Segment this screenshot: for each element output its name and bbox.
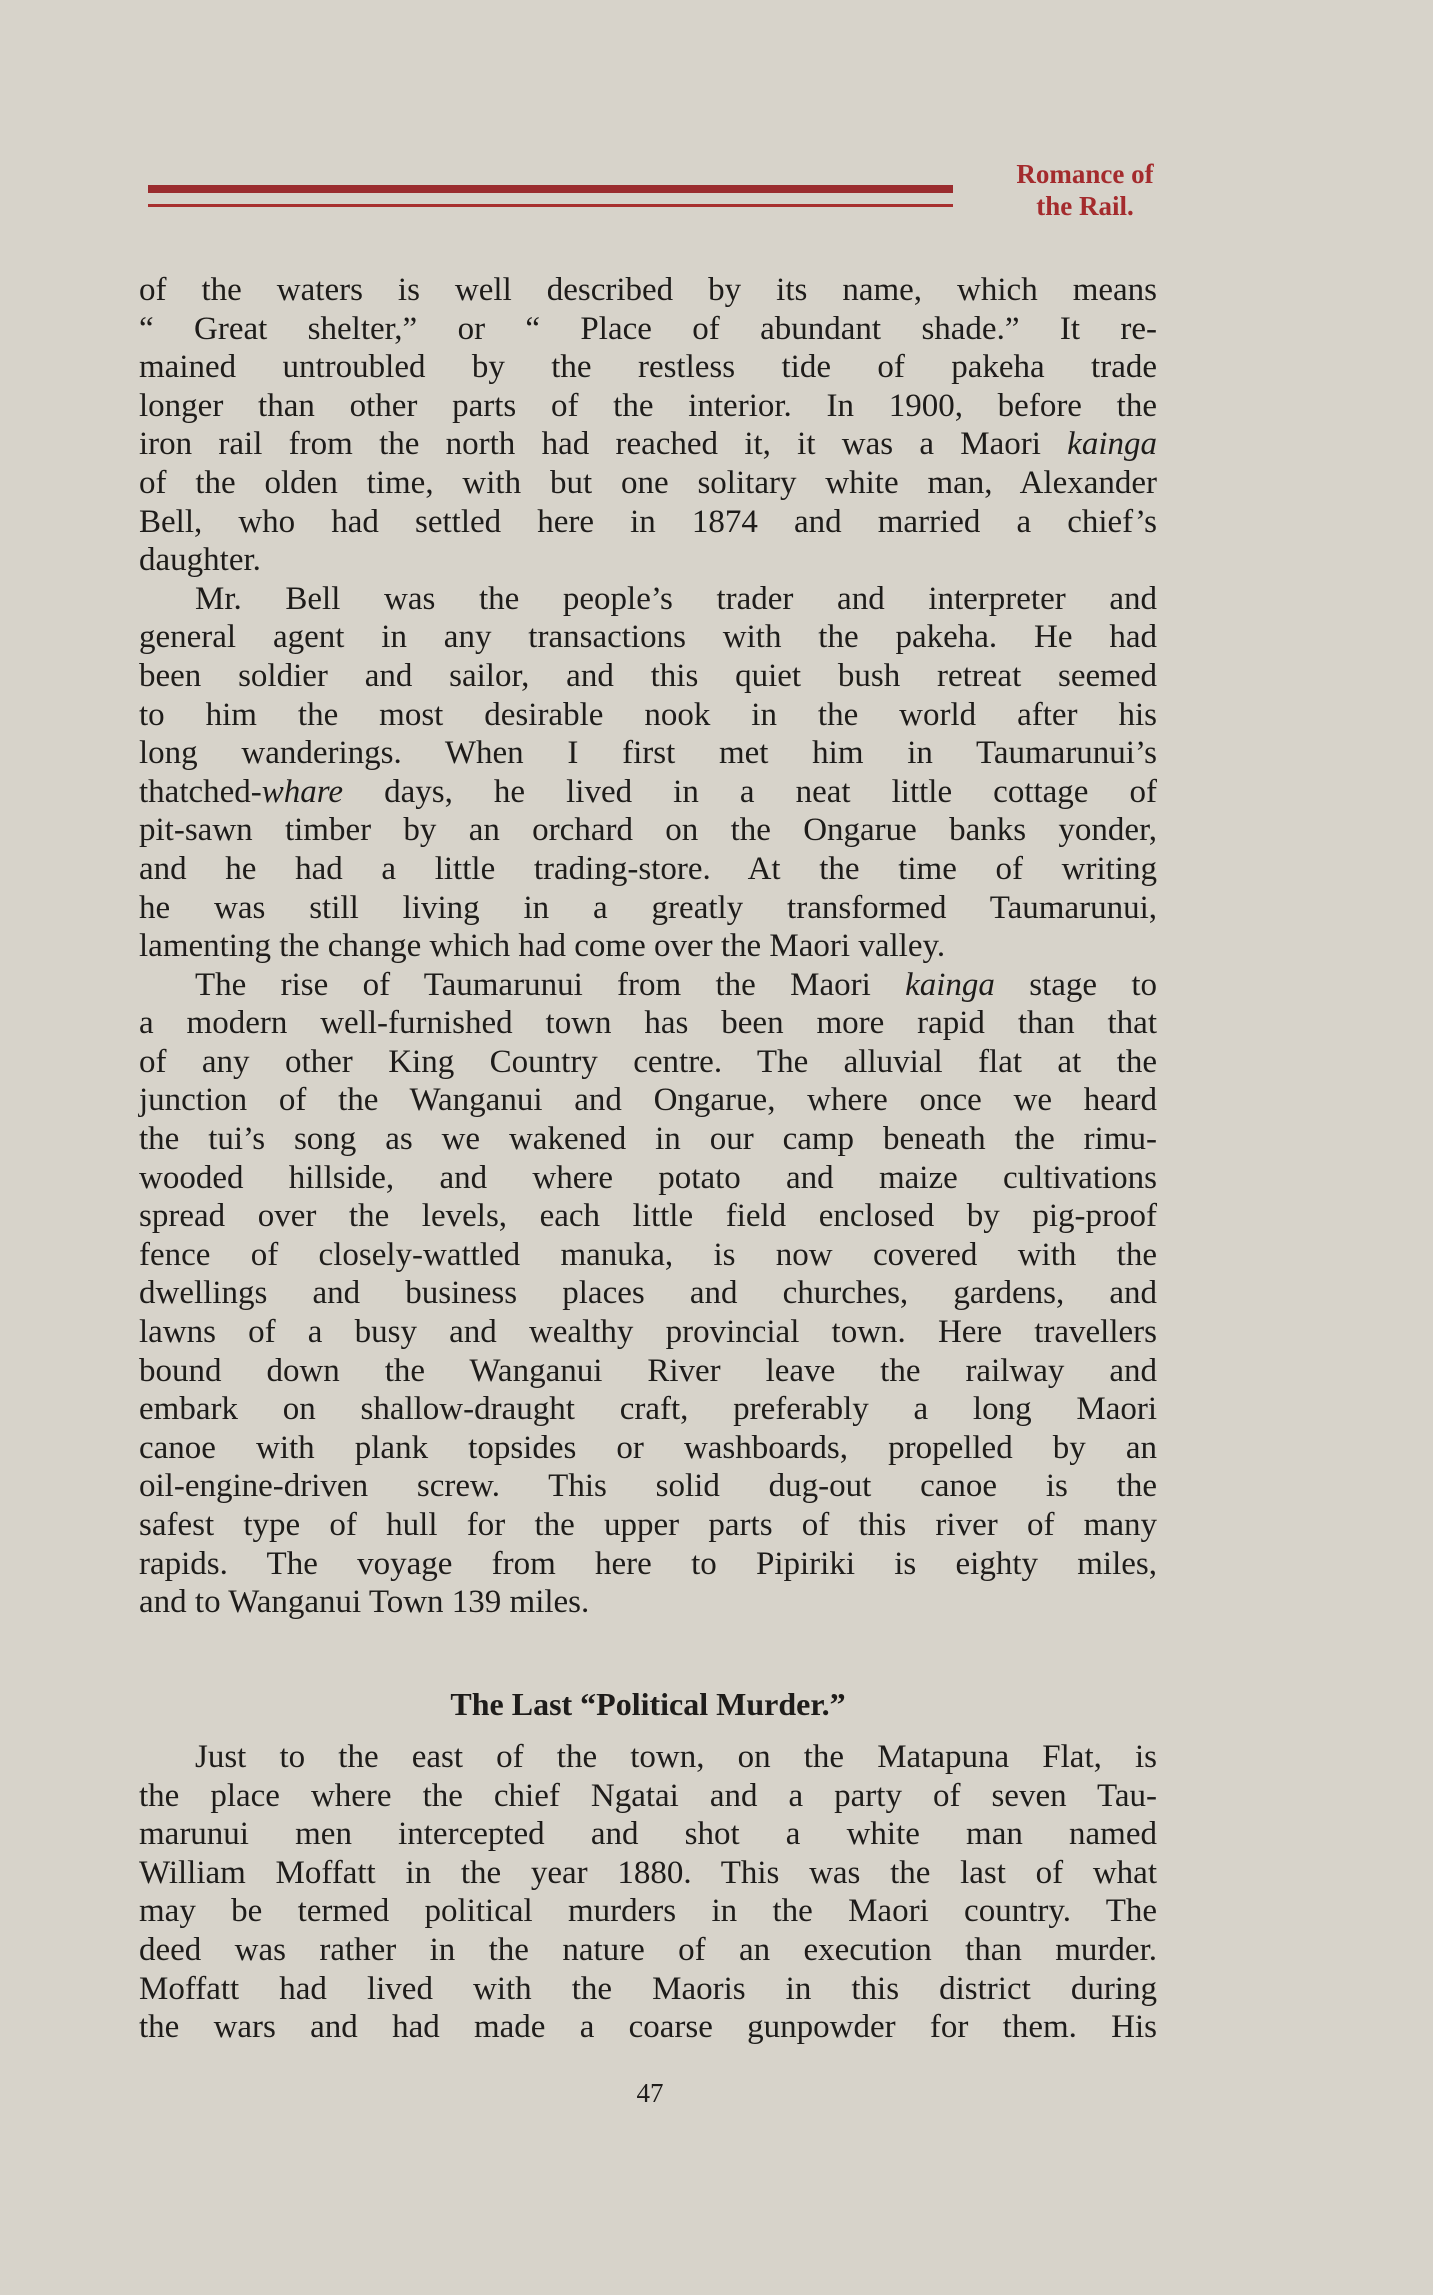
header-rule-thin bbox=[148, 204, 953, 207]
text-segment: Mr. Bell was the people’s trader and interpreter and bbox=[195, 580, 1157, 617]
text-line bbox=[139, 348, 1157, 387]
text-segment: The rise of Taumarunui from the Maori bbox=[195, 966, 906, 1003]
text-line bbox=[139, 1120, 1157, 1159]
text-segment: mained untroubled by the restless tide of pakeha trade bbox=[139, 349, 1157, 386]
text-segment: iron rail from the north had reached it, it was a Maori bbox=[139, 426, 1068, 463]
text-line bbox=[139, 1931, 1157, 1970]
text-line bbox=[139, 1197, 1157, 1236]
running-head-line-2: the Rail. bbox=[1036, 191, 1134, 221]
italic-word: kainga bbox=[905, 966, 995, 1003]
text-segment: daughter. bbox=[139, 542, 261, 579]
text-line bbox=[139, 1159, 1157, 1198]
text-segment: been soldier and sailor, and this quiet bush retreat seemed bbox=[139, 657, 1157, 694]
text-line bbox=[139, 464, 1157, 503]
text-segment: William Moffatt in the year 1880. This was the last of what bbox=[139, 1854, 1157, 1891]
section-heading: The Last “Political Murder.” bbox=[450, 1686, 846, 1722]
text-line bbox=[139, 734, 1157, 773]
text-segment: Just to the east of the town, on the Matapuna Flat, is bbox=[195, 1739, 1157, 1775]
text-segment: spread over the levels, each little field enclosed by pig-proof bbox=[139, 1198, 1157, 1235]
text-line bbox=[139, 1583, 1157, 1622]
text-segment: lamenting the change which had come over the Maori valley. bbox=[139, 928, 946, 965]
text-segment: long wanderings. When I first met him in Taumarunui’s bbox=[139, 735, 1157, 772]
text-segment: pit-sawn timber by an orchard on the Ongarue banks yonder, bbox=[139, 812, 1157, 849]
text-segment: junction of the Wanganui and Ongarue, where once we heard bbox=[139, 1082, 1157, 1119]
text-line bbox=[139, 1777, 1157, 1816]
text-segment: fence of closely-wattled manuka, is now covered with the bbox=[139, 1236, 1157, 1273]
text-line bbox=[139, 1274, 1157, 1313]
text-segment: of the olden time, with but one solitary white man, Alexander bbox=[139, 464, 1157, 501]
text-line bbox=[139, 387, 1157, 426]
text-segment: the place where the chief Ngatai and a party of seven Tau- bbox=[139, 1777, 1157, 1814]
text-segment: dwellings and business places and churches, gardens, and bbox=[139, 1275, 1157, 1312]
page-number: 47 bbox=[636, 2078, 664, 2108]
text-segment: “ Great shelter,” or “ Place of abundant shade.” It re- bbox=[139, 310, 1157, 347]
running-head-line-1: Romance of bbox=[1016, 159, 1154, 189]
text-segment: marunui men intercepted and shot a white man named bbox=[139, 1816, 1157, 1853]
text-segment: may be termed political murders in the Maori country. The bbox=[139, 1893, 1157, 1930]
text-line bbox=[139, 425, 1157, 464]
text-segment: of the waters is well described by its name, which means bbox=[139, 272, 1157, 308]
italic-word: whare bbox=[261, 773, 344, 810]
text-line bbox=[139, 1429, 1157, 1468]
text-segment: oil-engine-driven screw. This solid dug-out canoe is the bbox=[139, 1468, 1157, 1505]
text-line bbox=[139, 657, 1157, 696]
text-line bbox=[139, 1004, 1157, 1043]
text-segment: days, he lived in a neat little cottage of bbox=[343, 773, 1157, 810]
header-rule-thick bbox=[148, 185, 953, 193]
text-line bbox=[139, 1854, 1157, 1893]
text-segment: Moffatt had lived with the Maoris in this district during bbox=[139, 1970, 1157, 2007]
text-line bbox=[139, 1352, 1157, 1391]
body-text-block-1 bbox=[139, 271, 1157, 1622]
text-line bbox=[139, 503, 1157, 542]
text-segment: to him the most desirable nook in the world after his bbox=[139, 696, 1157, 733]
text-line bbox=[139, 1467, 1157, 1506]
text-line bbox=[139, 1970, 1157, 2009]
text-segment: the wars and had made a coarse gunpowder for them. His bbox=[139, 2009, 1157, 2046]
text-line bbox=[139, 1390, 1157, 1429]
text-segment: embark on shallow-draught craft, preferably a long Maori bbox=[139, 1391, 1157, 1428]
text-line bbox=[139, 1545, 1157, 1584]
text-segment: of any other King Country centre. The alluvial flat at the bbox=[139, 1043, 1157, 1080]
text-segment: rapids. The voyage from here to Pipiriki is eighty miles, bbox=[139, 1545, 1157, 1582]
text-line bbox=[139, 889, 1157, 928]
text-line bbox=[139, 696, 1157, 735]
text-line bbox=[139, 811, 1157, 850]
text-line bbox=[139, 1892, 1157, 1931]
text-segment: he was still living in a greatly transformed Taumarunui, bbox=[139, 889, 1157, 926]
text-line bbox=[139, 1815, 1157, 1854]
text-segment: safest type of hull for the upper parts of this river of many bbox=[139, 1507, 1157, 1543]
text-line bbox=[139, 618, 1157, 657]
text-line bbox=[139, 580, 1157, 619]
text-line bbox=[139, 271, 1157, 310]
text-segment: longer than other parts of the interior. In 1900, before the bbox=[139, 387, 1157, 424]
text-segment: wooded hillside, and where potato and maize cultivations bbox=[139, 1159, 1157, 1196]
text-line bbox=[139, 927, 1157, 966]
text-line bbox=[139, 2008, 1157, 2047]
text-segment: the tui’s song as we wakened in our camp beneath the rimu- bbox=[139, 1121, 1157, 1158]
text-segment: stage to bbox=[994, 966, 1157, 1003]
text-line bbox=[139, 1236, 1157, 1275]
italic-word: kainga bbox=[1067, 426, 1157, 463]
text-segment: bound down the Wanganui River leave the railway and bbox=[139, 1352, 1157, 1389]
text-segment: lawns of a busy and wealthy provincial town. Here travellers bbox=[139, 1314, 1157, 1351]
body-text-block-2 bbox=[139, 1738, 1157, 2047]
text-segment: general agent in any transactions with the pakeha. He had bbox=[139, 619, 1157, 656]
text-segment: deed was rather in the nature of an execution than murder. bbox=[139, 1931, 1157, 1968]
text-line bbox=[139, 310, 1157, 349]
text-line bbox=[139, 1738, 1157, 1777]
text-line bbox=[139, 1313, 1157, 1352]
text-line bbox=[139, 1506, 1157, 1545]
text-segment: a modern well-furnished town has been more rapid than that bbox=[139, 1005, 1157, 1042]
text-segment: thatched- bbox=[139, 773, 262, 810]
text-segment: Bell, who had settled here in 1874 and married a chief’s bbox=[139, 503, 1157, 540]
text-line bbox=[139, 1081, 1157, 1120]
running-head bbox=[985, 158, 1185, 222]
text-line bbox=[139, 966, 1157, 1005]
text-line bbox=[139, 850, 1157, 889]
text-line bbox=[139, 541, 1157, 580]
text-line bbox=[139, 773, 1157, 812]
text-line bbox=[139, 1043, 1157, 1082]
text-segment: and to Wanganui Town 139 miles. bbox=[139, 1584, 590, 1621]
text-segment: and he had a little trading-store. At the time of writing bbox=[139, 850, 1157, 887]
text-segment: canoe with plank topsides or washboards, propelled by an bbox=[139, 1429, 1157, 1466]
